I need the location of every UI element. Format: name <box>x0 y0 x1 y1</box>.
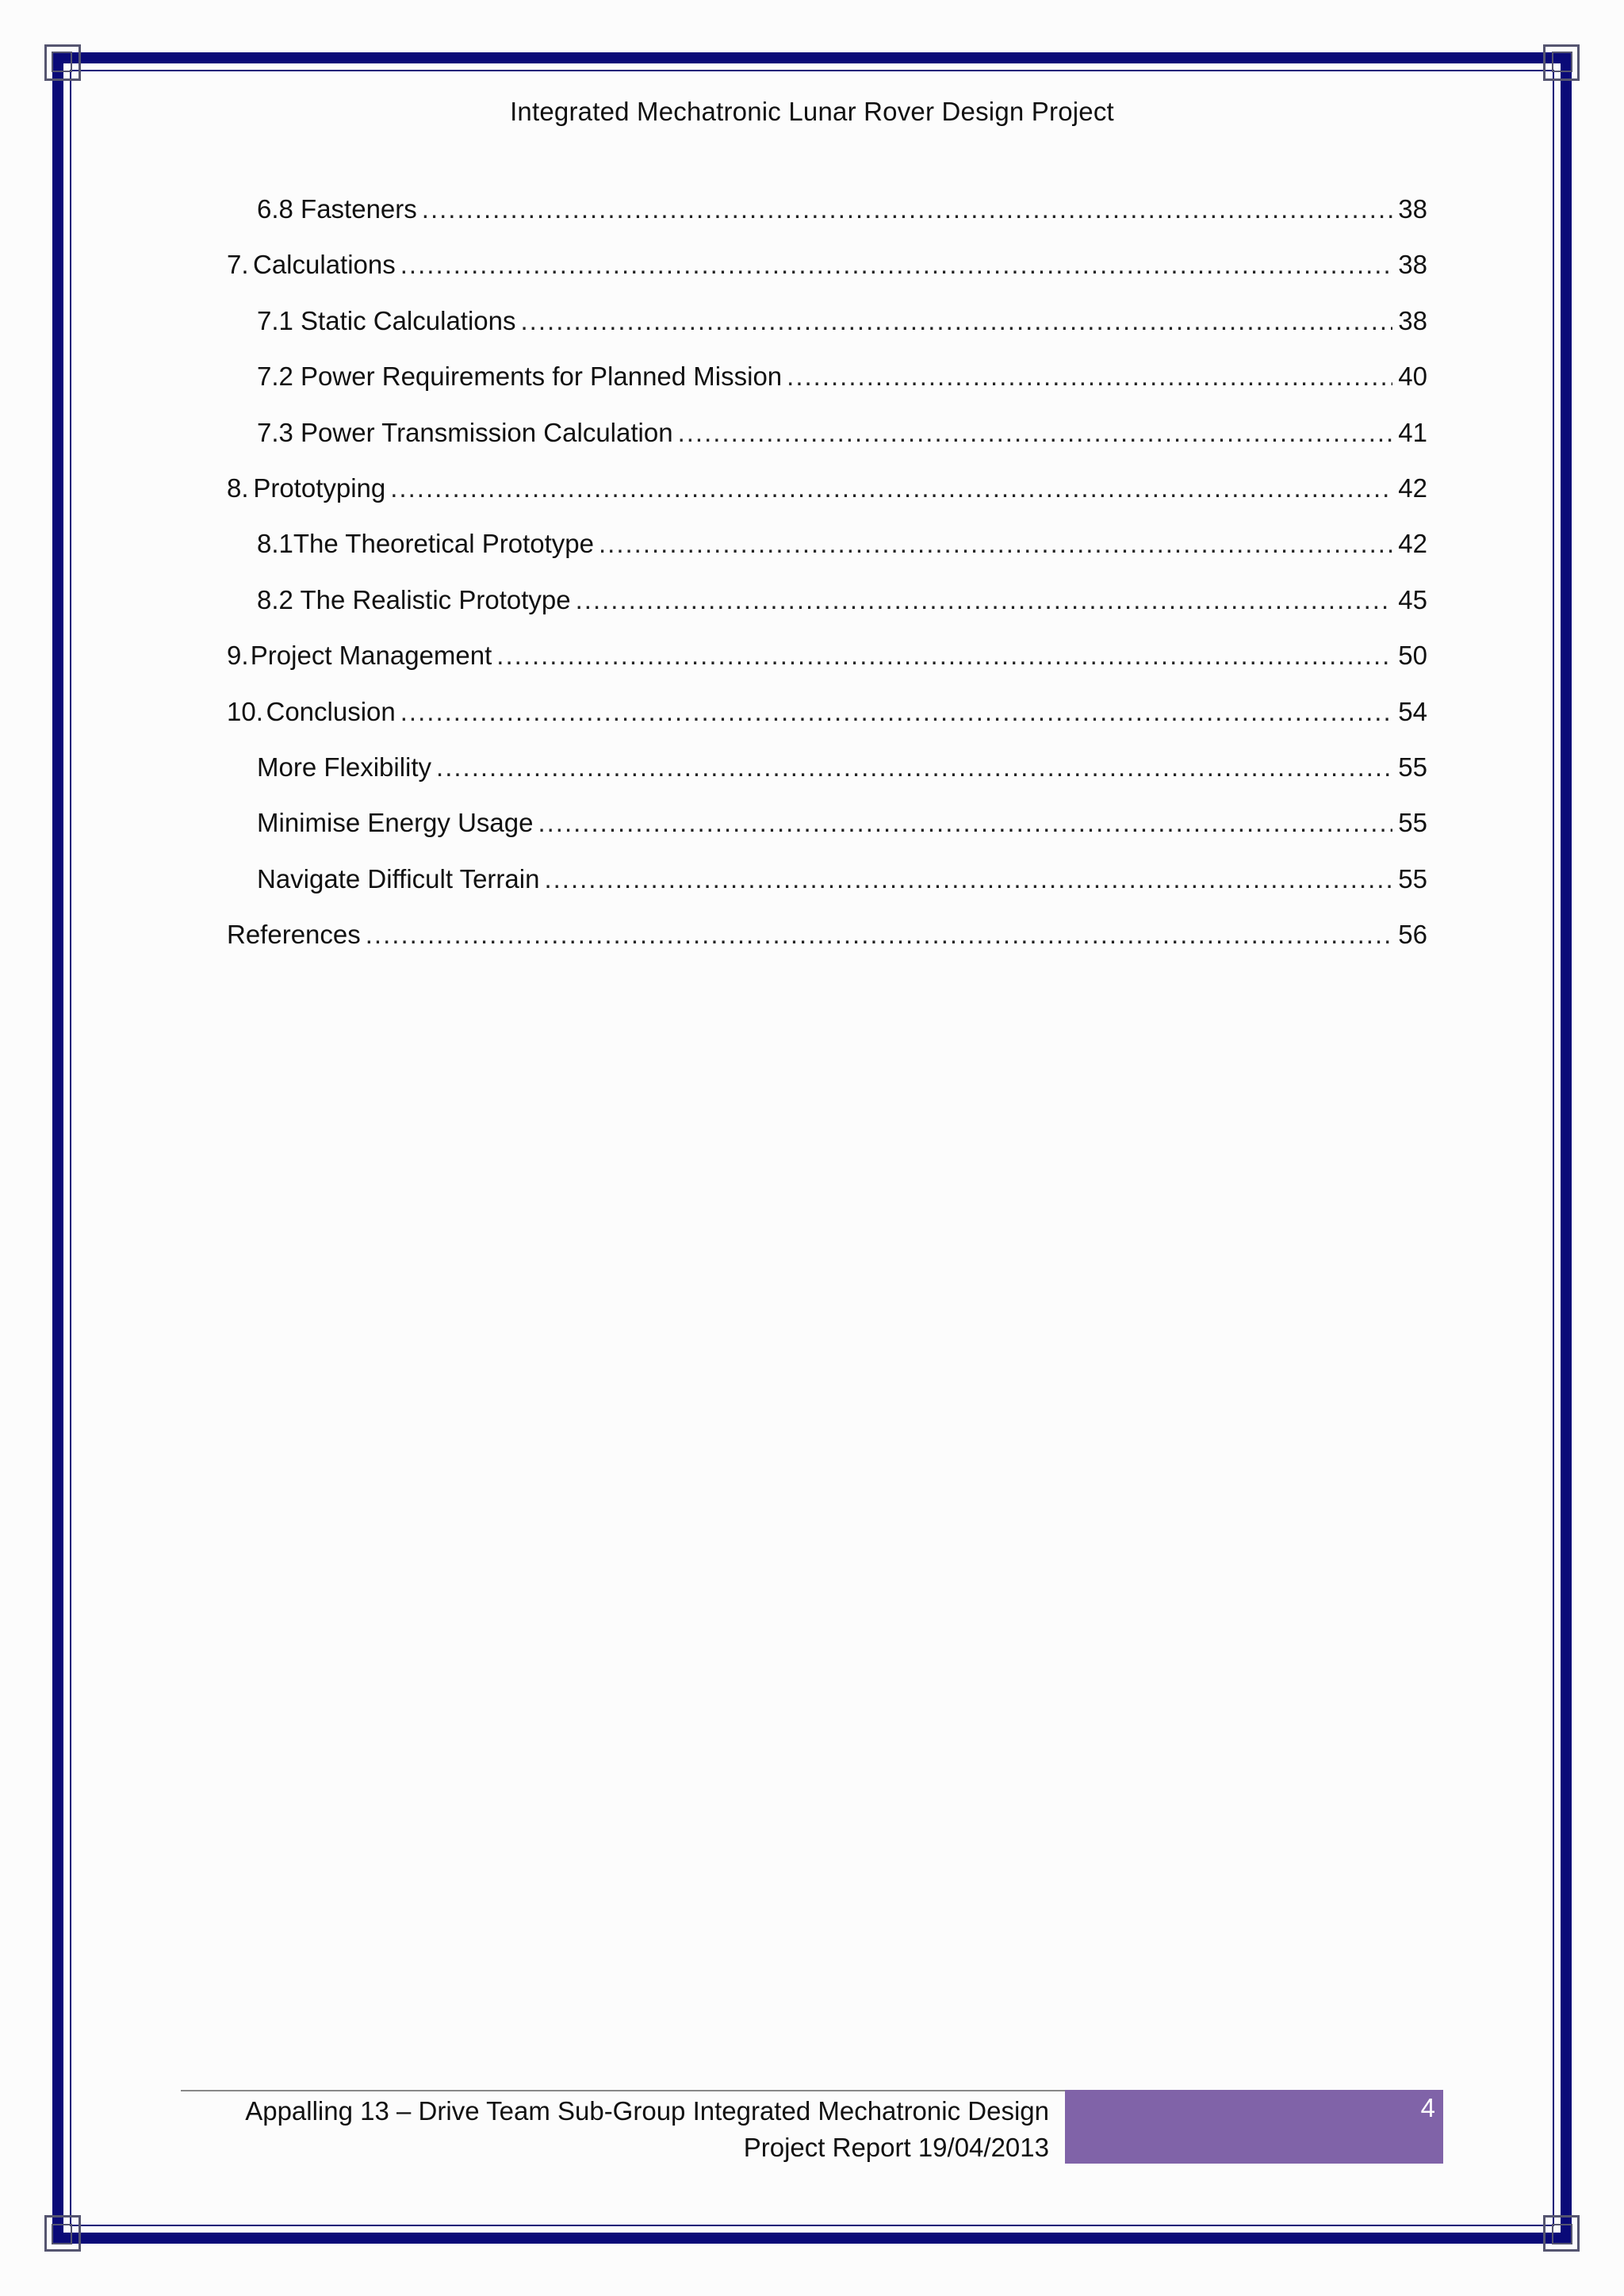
toc-entry[interactable] <box>227 473 1427 529</box>
toc-leader-dots <box>538 808 1392 838</box>
toc-entry-title: References <box>227 920 361 950</box>
toc-entry-page: 55 <box>1398 808 1427 838</box>
toc-entry[interactable] <box>227 585 1427 641</box>
corner-ornament-top-left <box>44 44 81 81</box>
toc-entry-title: 7.1 Static Calculations <box>257 305 516 335</box>
footer-line-2: Project Report 19/04/2013 <box>743 2133 1049 2162</box>
toc-leader-dots <box>366 920 1392 950</box>
toc-entry-title: Minimise Energy Usage <box>257 808 534 838</box>
toc-entry[interactable] <box>227 362 1427 417</box>
toc-entry-number: 7. <box>227 250 249 280</box>
footer-divider <box>181 2090 1065 2091</box>
toc-leader-dots <box>544 864 1392 894</box>
toc-leader-dots <box>599 529 1392 559</box>
toc-leader-dots <box>678 418 1392 448</box>
toc-entry-title: 7.3 Power Transmission Calculation <box>257 417 673 447</box>
toc-entry-page: 55 <box>1398 752 1427 782</box>
toc-entry-page: 38 <box>1398 250 1427 280</box>
toc-entry-page: 42 <box>1398 529 1427 559</box>
toc-entry-page: 45 <box>1398 584 1427 614</box>
toc-entry-number: 8.1 <box>257 529 293 559</box>
toc-entry-number: 8. <box>227 473 249 503</box>
toc-entry-title: Prototyping <box>253 473 386 503</box>
toc-entry[interactable] <box>227 250 1427 305</box>
toc-entry-title: Navigate Difficult Terrain <box>257 863 540 894</box>
corner-ornament-bottom-left <box>44 2215 81 2252</box>
page-footer <box>181 2093 1049 2166</box>
toc-entry[interactable] <box>227 641 1427 696</box>
corner-ornament-top-right <box>1543 44 1580 81</box>
toc-leader-dots <box>400 697 1392 727</box>
toc-entry-page: 54 <box>1398 696 1427 726</box>
toc-entry-page: 38 <box>1398 305 1427 335</box>
toc-entry-title: 8.2 The Realistic Prototype <box>257 584 571 614</box>
table-of-contents <box>227 194 1427 975</box>
toc-entry-number: 9. <box>227 641 249 671</box>
toc-entry-page: 50 <box>1398 641 1427 671</box>
toc-leader-dots <box>390 473 1392 503</box>
toc-leader-dots <box>521 306 1392 336</box>
toc-entry[interactable] <box>227 808 1427 863</box>
toc-leader-dots <box>436 752 1392 783</box>
toc-entry-title: The Theoretical Prototype <box>293 529 594 559</box>
toc-entry-page: 55 <box>1398 863 1427 894</box>
footer-line-1: Appalling 13 – Drive Team Sub-Group Integrated Mechatronic Design <box>245 2096 1049 2126</box>
toc-entry[interactable] <box>227 864 1427 920</box>
toc-entry-page: 38 <box>1398 194 1427 224</box>
toc-entry[interactable] <box>227 529 1427 584</box>
page-number-badge <box>1065 2090 1443 2164</box>
toc-leader-dots <box>576 585 1392 615</box>
toc-entry-number: 10. <box>227 696 263 726</box>
toc-entry[interactable] <box>227 306 1427 362</box>
toc-entry-title: Project Management <box>250 641 492 671</box>
toc-entry-title: 6.8 Fasteners <box>257 194 417 224</box>
corner-ornament-bottom-right <box>1543 2215 1580 2252</box>
toc-entry[interactable] <box>227 697 1427 752</box>
toc-leader-dots <box>787 362 1392 392</box>
toc-entry-page: 56 <box>1398 920 1427 950</box>
toc-entry[interactable] <box>227 194 1427 250</box>
toc-entry-page: 42 <box>1398 473 1427 503</box>
toc-entry[interactable] <box>227 752 1427 808</box>
toc-entry-title: Calculations <box>253 250 396 280</box>
toc-entry[interactable] <box>227 418 1427 473</box>
page-header: Integrated Mechatronic Lunar Rover Design Project <box>510 97 1114 126</box>
toc-leader-dots <box>400 250 1392 280</box>
page-number: 4 <box>1420 2093 1435 2122</box>
toc-entry-title: Conclusion <box>266 696 396 726</box>
toc-entry[interactable] <box>227 920 1427 975</box>
toc-leader-dots <box>496 641 1392 671</box>
toc-entry-page: 41 <box>1398 417 1427 447</box>
toc-entry-title: 7.2 Power Requirements for Planned Mission <box>257 362 783 392</box>
toc-entry-title: More Flexibility <box>257 752 432 782</box>
toc-entry-page: 40 <box>1398 362 1427 392</box>
toc-leader-dots <box>422 194 1392 224</box>
